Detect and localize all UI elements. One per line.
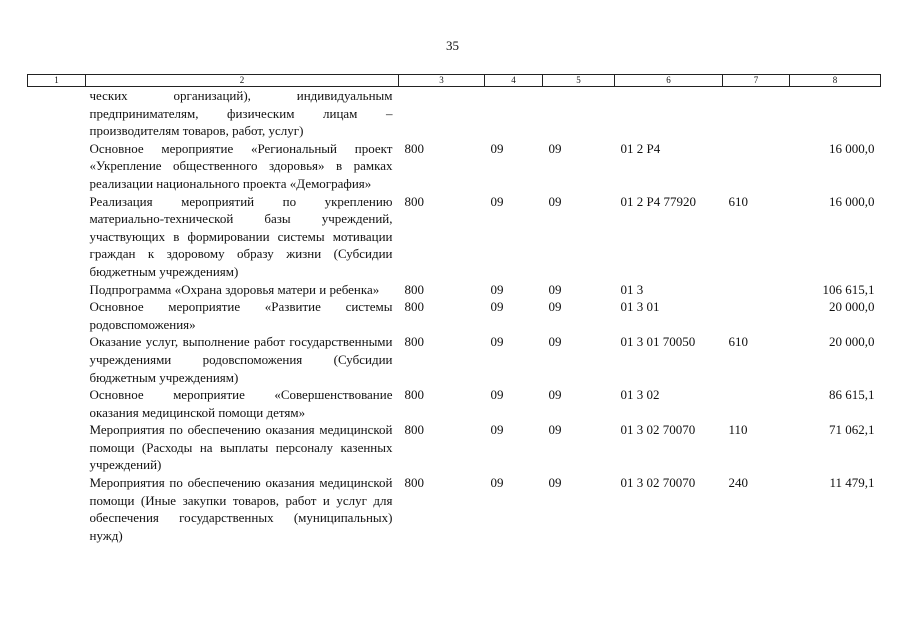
amount: 20 000,0 xyxy=(829,299,875,315)
ministry-code: 800 xyxy=(404,299,424,315)
subsection-code: 09 xyxy=(548,387,562,403)
row-number-cell xyxy=(28,87,86,140)
table-row xyxy=(28,87,881,140)
target-article: 01 3 01 xyxy=(620,299,660,315)
target-article xyxy=(615,87,723,140)
section-code: 09 xyxy=(490,299,504,315)
row-name: Основное мероприятие «Региональный проект «Укрепление общественного здоровья» в рамках реализации национального проекта «Демография» xyxy=(89,140,393,191)
expense-type: 610 xyxy=(728,193,748,209)
target-article: 01 2 Р4 xyxy=(620,140,661,156)
row-number-cell xyxy=(28,193,86,281)
expense-type xyxy=(723,87,790,140)
row-name: Оказание услуг, выполнение работ государственными учреждениями родовспоможения (Субсидии бюджетным учреждениям) xyxy=(89,334,393,385)
section-code xyxy=(485,87,543,140)
ministry-code: 800 xyxy=(404,281,424,297)
column-header: 2 xyxy=(86,75,399,87)
target-article: 01 3 02 70070 xyxy=(620,475,696,491)
expense-type xyxy=(723,298,790,333)
column-header: 5 xyxy=(543,75,615,87)
target-article: 01 3 02 70070 xyxy=(620,422,696,438)
row-name: Мероприятия по обеспечению оказания медицинской помощи (Иные закупки товаров, работ и услуг для обеспечения государственных (муниципальных) нужд) xyxy=(89,475,393,543)
ministry-code: 800 xyxy=(404,334,424,350)
section-code: 09 xyxy=(490,334,504,350)
row-name: Подпрограмма «Охрана здоровья матери и ребенка» xyxy=(89,281,380,297)
row-number-cell xyxy=(28,298,86,333)
row-number-cell xyxy=(28,386,86,421)
table-row xyxy=(28,421,881,474)
amount: 20 000,0 xyxy=(829,334,875,350)
target-article: 01 2 Р4 77920 xyxy=(620,193,696,209)
amount: 86 615,1 xyxy=(829,387,875,403)
ministry-code: 800 xyxy=(404,387,424,403)
table-row xyxy=(28,193,881,281)
table-body xyxy=(28,87,881,545)
section-code: 09 xyxy=(490,387,504,403)
subsection-code: 09 xyxy=(548,422,562,438)
section-code: 09 xyxy=(490,281,504,297)
subsection-code: 09 xyxy=(548,193,562,209)
table-row xyxy=(28,474,881,544)
row-number-cell xyxy=(28,140,86,193)
ministry-code: 800 xyxy=(404,140,424,156)
ministry-code: 800 xyxy=(404,475,424,491)
table-row xyxy=(28,140,881,193)
column-header: 4 xyxy=(485,75,543,87)
column-header: 1 xyxy=(28,75,86,87)
table-row xyxy=(28,281,881,299)
table-row xyxy=(28,298,881,333)
row-name: Основное мероприятие «Совершенствование оказания медицинской помощи детям» xyxy=(89,387,393,420)
row-name: Реализация мероприятий по укреплению материально-технической базы учреждений, участвующих в формировании системы мотивации граждан к здоровому образу жизни (Субсидии бюджетным учреждениям) xyxy=(89,193,393,279)
column-number-row xyxy=(28,75,881,87)
row-name: ческих организаций), индивидуальным предпринимателям, физическим лицам – производителям товаров, работ, услуг) xyxy=(89,88,393,139)
expense-type xyxy=(723,281,790,299)
subsection-code: 09 xyxy=(548,281,562,297)
ministry-code: 800 xyxy=(404,422,424,438)
target-article: 01 3 01 70050 xyxy=(620,334,696,350)
row-name: Мероприятия по обеспечению оказания медицинской помощи (Расходы на выплаты персоналу казенных учреждений) xyxy=(89,422,393,473)
subsection-code: 09 xyxy=(548,334,562,350)
subsection-code: 09 xyxy=(548,299,562,315)
amount: 16 000,0 xyxy=(829,140,875,156)
amount: 71 062,1 xyxy=(829,422,875,438)
section-code: 09 xyxy=(490,140,504,156)
subsection-code: 09 xyxy=(548,475,562,491)
row-number-cell xyxy=(28,281,86,299)
subsection-code xyxy=(543,87,615,140)
amount: 106 615,1 xyxy=(822,281,875,297)
column-header: 8 xyxy=(790,75,881,87)
amount xyxy=(790,87,881,140)
section-code: 09 xyxy=(490,193,504,209)
row-name: Основное мероприятие «Развитие системы родовспоможения» xyxy=(89,299,393,332)
ministry-code xyxy=(399,87,485,140)
row-number-cell xyxy=(28,474,86,544)
ministry-code: 800 xyxy=(404,193,424,209)
column-header: 3 xyxy=(399,75,485,87)
column-header: 6 xyxy=(615,75,723,87)
row-number-cell xyxy=(28,333,86,386)
budget-table xyxy=(27,74,881,544)
amount: 16 000,0 xyxy=(829,193,875,209)
target-article: 01 3 xyxy=(620,281,644,297)
column-header: 7 xyxy=(723,75,790,87)
amount: 11 479,1 xyxy=(829,475,875,491)
table-row xyxy=(28,386,881,421)
subsection-code: 09 xyxy=(548,140,562,156)
expense-type: 110 xyxy=(728,422,748,438)
table-row xyxy=(28,333,881,386)
section-code: 09 xyxy=(490,422,504,438)
row-number-cell xyxy=(28,421,86,474)
expense-type: 240 xyxy=(728,475,748,491)
section-code: 09 xyxy=(490,475,504,491)
expense-type xyxy=(723,140,790,193)
expense-type xyxy=(723,386,790,421)
target-article: 01 3 02 xyxy=(620,387,660,403)
table-header xyxy=(28,75,881,87)
expense-type: 610 xyxy=(728,334,748,350)
page-number: 35 xyxy=(446,38,459,53)
